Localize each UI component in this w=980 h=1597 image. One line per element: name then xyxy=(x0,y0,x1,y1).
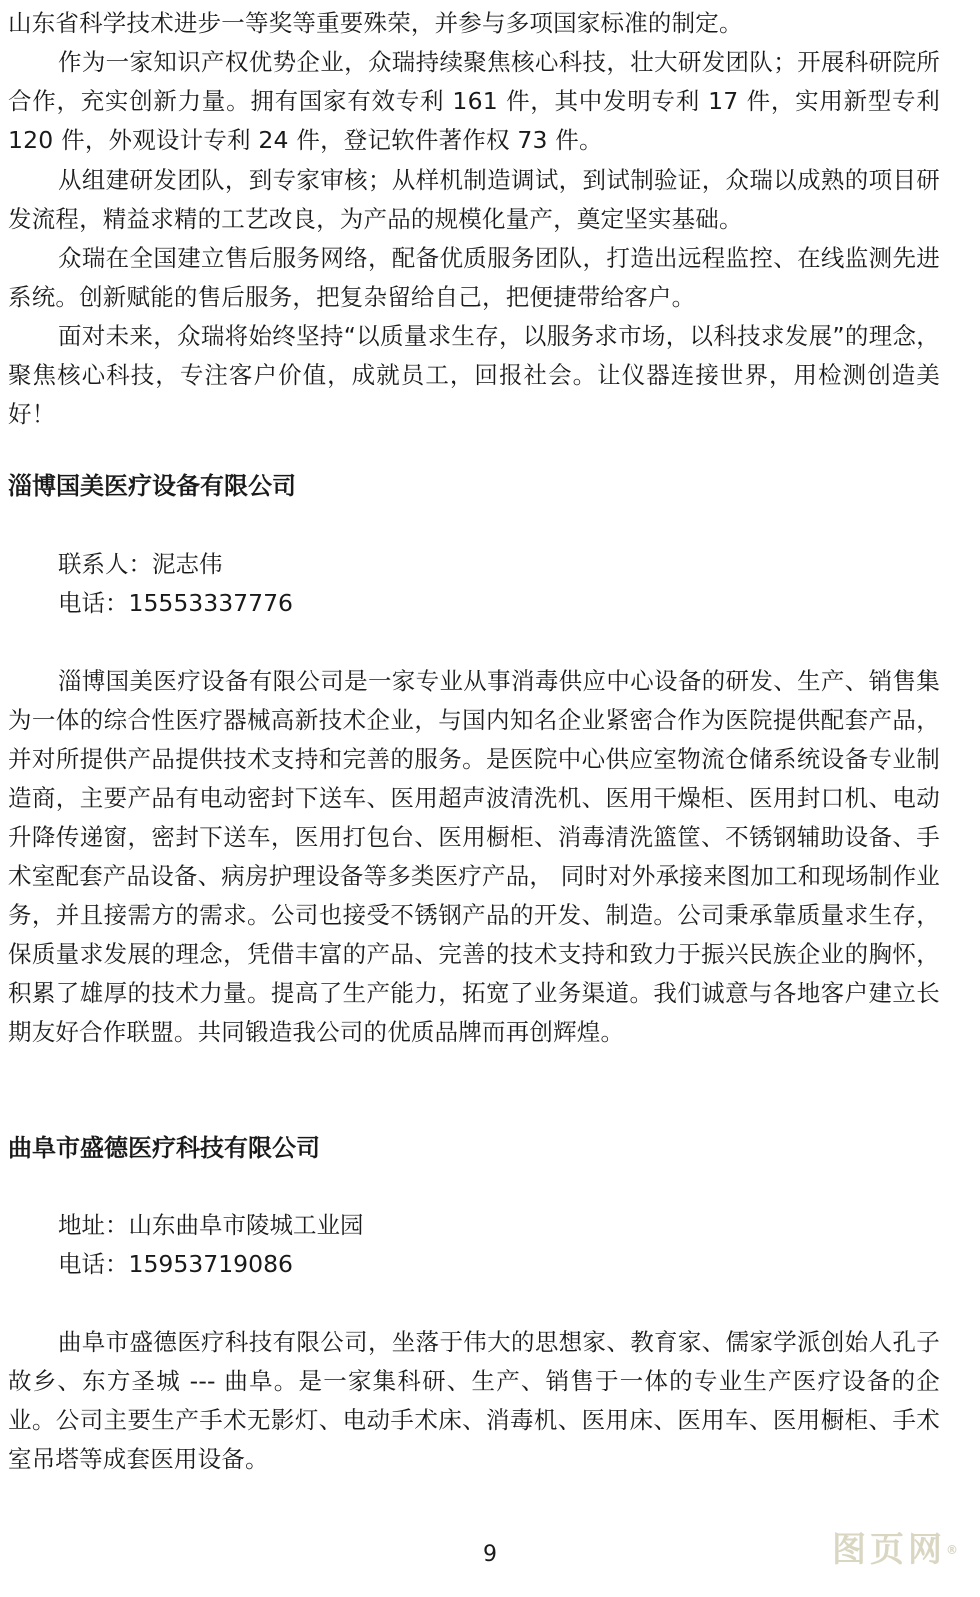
page-number: 9 xyxy=(483,1542,497,1567)
intro-paragraph-2: 作为一家知识产权优势企业，众瑞持续聚焦核心科技，壮大研发团队；开展科研院所合作，充实创新力量。拥有国家有效专利 161 件，其中发明专利 17 件，实用新型专利 120 件，外观设计专利 24 件，登记软件著作权 73 件。 xyxy=(8,48,940,154)
company-2-description: 曲阜市盛德医疗科技有限公司，坐落于伟大的思想家、教育家、儒家学派创始人孔子故乡、东方圣城 --- 曲阜。是一家集科研、生产、销售于一体的专业生产医疗设备的企业。公司主要生产手术无影灯、电动手术床、消毒机、医用床、医用车、医用橱柜、手术室吊塔等成套医用设备。 xyxy=(8,1328,940,1473)
company-1-description: 淄博国美医疗设备有限公司是一家专业从事消毒供应中心设备的研发、生产、销售集为一体的综合性医疗器械高新技术企业，与国内知名企业紧密合作为医院提供配套产品，并对所提供产品提供技术支持和完善的服务。是医院中心供应室物流仓储系统设备专业制造商，主要产品有电动密封下送车、医用超声波清洗机、医用干燥柜、医用封口机、电动升降传递窗，密封下送车，医用打包台、医用橱柜、消毒清洗篮筐、不锈钢辅助设备、手术室配套产品设备、病房护理设备等多类医疗产品， 同时对外承接来图加工和现场制作业务，并且接需方的需求。公司也接受不锈钢产品的开发、制造。公司秉承靠质量求生存，保质量求发展的理念，凭借丰富的产品、完善的技术支持和致力于振兴民族企业的胸怀，积累了雄厚的技术力量。提高了生产能力，拓宽了业务渠道。我们诚意与各地客户建立长期友好合作联盟。共同锻造我公司的优质品牌而再创辉煌。 xyxy=(8,667,940,1046)
watermark-text: 图页网 xyxy=(832,1530,946,1570)
company-1-phone: 电话：15553337776 xyxy=(58,589,293,617)
company-2-heading: 曲阜市盛德医疗科技有限公司 xyxy=(8,1134,320,1162)
company-1-contact: 联系人：泥志伟 xyxy=(58,550,223,578)
intro-paragraph-5: 面对未来，众瑞将始终坚持“以质量求生存，以服务求市场，以科技求发展”的理念，聚焦核心科技，专注客户价值，成就员工，回报社会。让仪器连接世界，用检测创造美好！ xyxy=(8,322,940,428)
intro-paragraph-3: 从组建研发团队，到专家审核；从样机制造调试，到试制验证，众瑞以成熟的项目研发流程，精益求精的工艺改良，为产品的规模化量产，奠定坚实基础。 xyxy=(8,166,940,233)
intro-paragraph-4: 众瑞在全国建立售后服务网络，配备优质服务团队，打造出远程监控、在线监测先进系统。创新赋能的售后服务，把复杂留给自己，把便捷带给客户。 xyxy=(8,244,940,311)
company-1-heading: 淄博国美医疗设备有限公司 xyxy=(8,472,296,500)
company-2-address: 地址：山东曲阜市陵城工业园 xyxy=(58,1211,364,1239)
watermark-logo xyxy=(832,1530,958,1570)
registered-mark: ® xyxy=(946,1543,958,1557)
company-2-phone: 电话：15953719086 xyxy=(58,1250,293,1278)
intro-paragraph-1: 山东省科学技术进步一等奖等重要殊荣，并参与多项国家标准的制定。 xyxy=(8,9,743,37)
